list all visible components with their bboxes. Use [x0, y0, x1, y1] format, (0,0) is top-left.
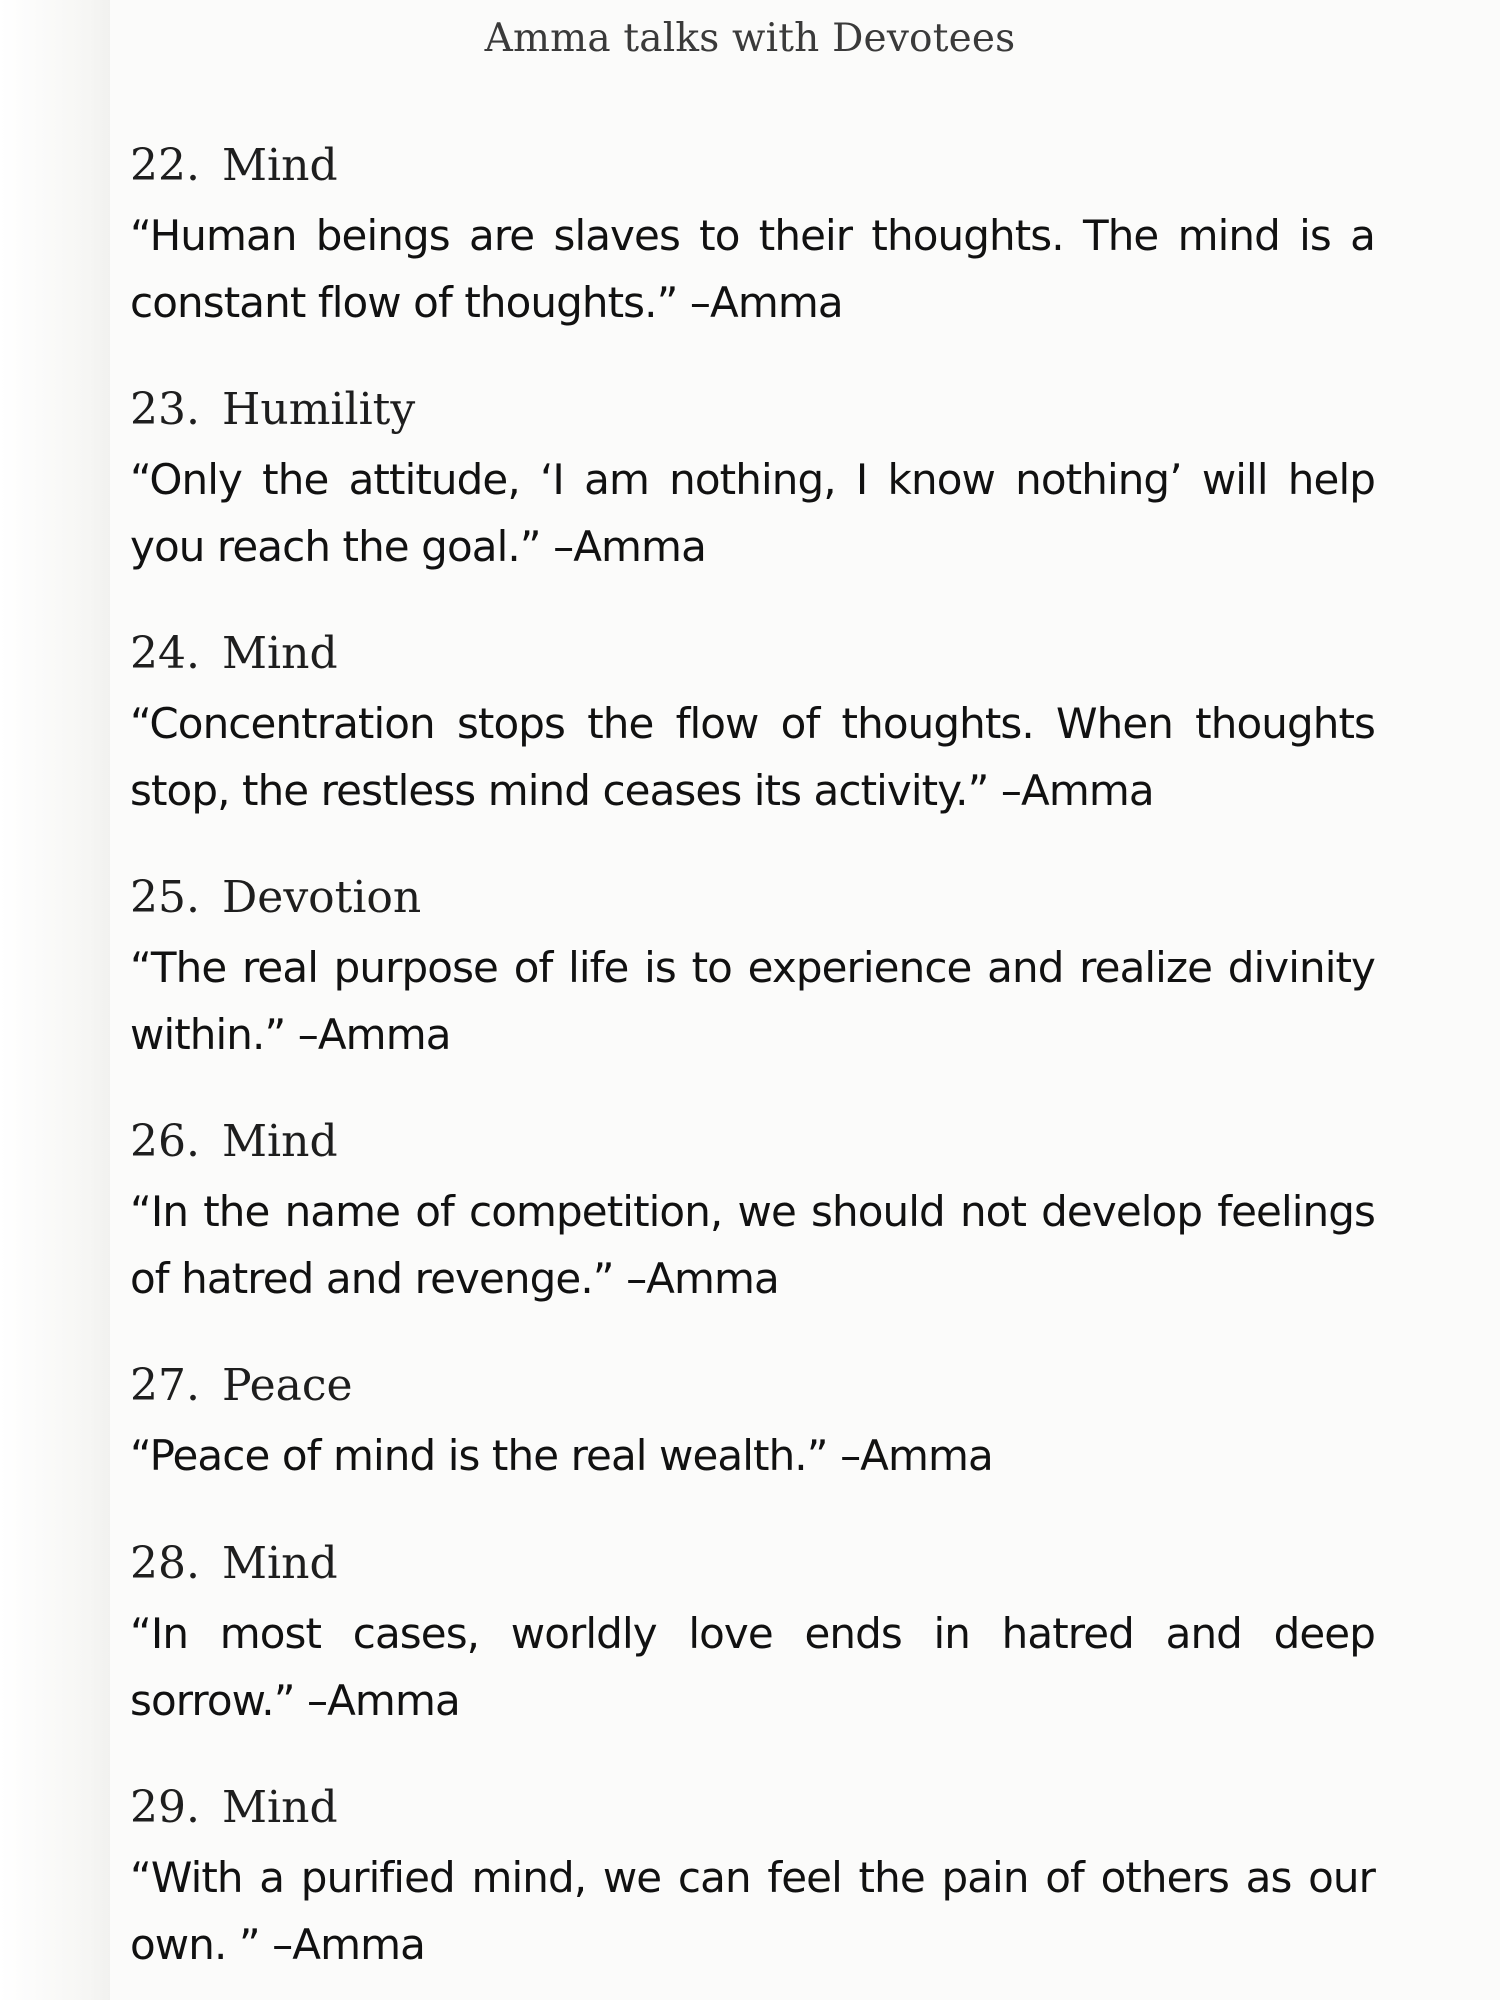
entry-heading [130, 1538, 1375, 1590]
entry-number: 23. [130, 384, 200, 435]
entry-heading [130, 628, 1375, 680]
entry-topic: Peace [222, 1360, 353, 1411]
entry-topic: Mind [222, 1116, 338, 1167]
entry-number: 29. [130, 1782, 200, 1833]
entry-heading [130, 140, 1375, 192]
quote-entry-23 [130, 384, 1375, 628]
quote-entry-26 [130, 1116, 1375, 1360]
page-edge [0, 0, 110, 2000]
quote-entry-24 [130, 628, 1375, 872]
entry-quote: “Human beings are slaves to their thoughts. The mind is a constant flow of thoughts.” –Amma [130, 211, 1375, 327]
quote-entry-27 [130, 1360, 1375, 1538]
entry-heading [130, 1782, 1375, 1834]
entry-topic: Humility [222, 384, 416, 435]
entry-heading [130, 1116, 1375, 1168]
entry-quote: “In most cases, worldly love ends in hatred and deep sorrow.” –Amma [130, 1609, 1375, 1725]
entry-number: 26. [130, 1116, 200, 1167]
entry-heading [130, 872, 1375, 924]
entry-number: 22. [130, 140, 200, 191]
quote-entry-28 [130, 1538, 1375, 1782]
entry-quote: “In the name of competition, we should not develop feelings of hatred and revenge.” –Amma [130, 1187, 1375, 1303]
entry-quote: “Concentration stops the flow of thoughts. When thoughts stop, the restless mind ceases its activity.” –Amma [130, 699, 1375, 815]
running-header: Amma talks with Devotees [484, 16, 1016, 61]
entry-number: 27. [130, 1360, 200, 1411]
entry-quote: “Peace of mind is the real wealth.” –Amma [130, 1431, 993, 1480]
quote-entry-29 [130, 1782, 1375, 2000]
entry-topic: Mind [222, 1782, 338, 1833]
entry-quote: “The real purpose of life is to experience and realize divinity within.” –Amma [130, 943, 1375, 1059]
quote-entry-25 [130, 872, 1375, 1116]
entry-topic: Mind [222, 140, 338, 191]
entry-heading [130, 384, 1375, 436]
entry-number: 25. [130, 872, 200, 923]
entry-heading [130, 1360, 1375, 1412]
entry-quote: “With a purified mind, we can feel the pain of others as our own. ” –Amma [130, 1853, 1375, 1969]
entry-number: 28. [130, 1538, 200, 1589]
entry-quote: “Only the attitude, ‘I am nothing, I know nothing’ will help you reach the goal.” –Amma [130, 455, 1375, 571]
entry-topic: Devotion [222, 872, 422, 923]
entry-topic: Mind [222, 1538, 338, 1589]
entry-number: 24. [130, 628, 200, 679]
quote-entry-22 [130, 140, 1375, 384]
entry-topic: Mind [222, 628, 338, 679]
quote-list [130, 140, 1375, 2000]
